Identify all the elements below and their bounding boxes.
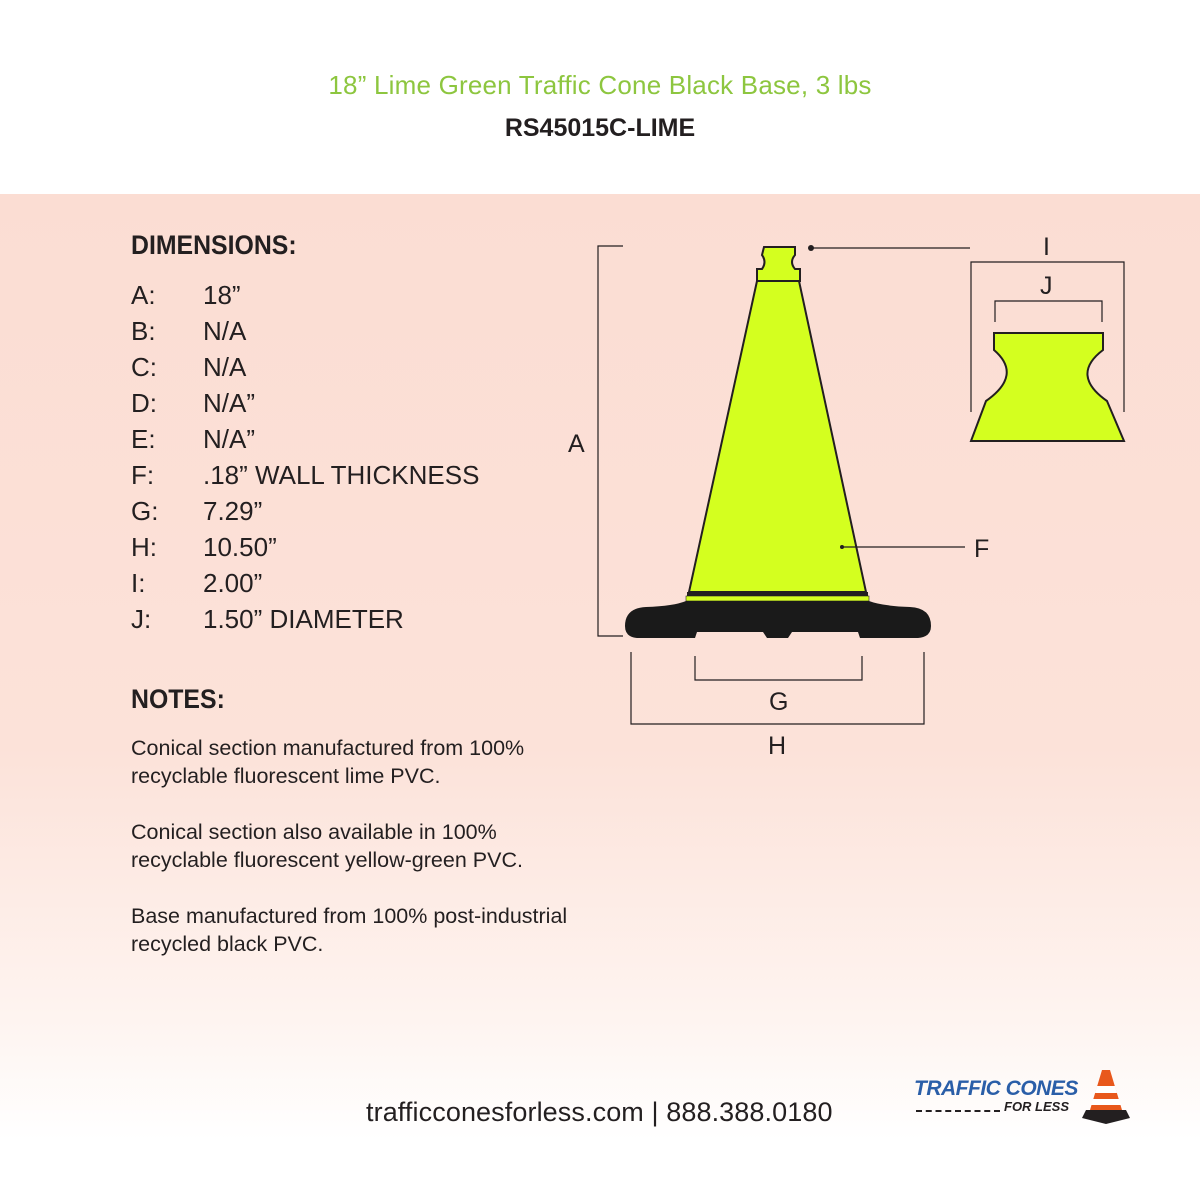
dimension-value: N/A”: [203, 388, 255, 418]
note-item: Conical section manufactured from 100% recyclable fluorescent lime PVC.: [131, 736, 525, 788]
cone-strip: [686, 596, 869, 601]
note-item: Base manufactured from 100% post-industrial recycled black PVC.: [131, 904, 568, 956]
brand-logo: [912, 1066, 1132, 1128]
dimension-value: N/A”: [203, 424, 255, 454]
product-title: 18” Lime Green Traffic Cone Black Base, 3 lbs: [328, 70, 872, 100]
dimension-key: H:: [131, 532, 157, 562]
dimension-value: 18”: [203, 280, 241, 310]
cone-body: [689, 281, 866, 592]
dimension-key: E:: [131, 424, 156, 454]
label-j: J: [1040, 272, 1053, 300]
dimension-value: 10.50”: [203, 532, 277, 562]
product-sku: RS45015C-LIME: [504, 114, 696, 142]
dimension-key: A:: [131, 280, 156, 310]
cone-collar: [757, 247, 800, 281]
dimension-key: I:: [131, 568, 146, 598]
dimension-key: J:: [131, 604, 152, 634]
logo-line1: TRAFFIC CONES: [914, 1077, 1078, 1100]
logo-dashes: [916, 1110, 1000, 1112]
note-item: Conical section also available in 100% recyclable fluorescent yellow-green PVC.: [131, 820, 523, 872]
dimension-value: 7.29”: [203, 496, 263, 526]
dimension-g-bracket: [695, 656, 862, 680]
footer-contact: trafficconesforless.com | 888.388.0180: [366, 1097, 833, 1127]
dimension-value: 1.50” DIAMETER: [203, 604, 404, 634]
label-h: H: [768, 732, 787, 760]
notes-heading: NOTES:: [131, 684, 225, 714]
cone-band: [687, 592, 868, 596]
label-a: A: [568, 430, 585, 458]
dimension-value: N/A: [203, 316, 247, 346]
dimension-value: .18” WALL THICKNESS: [203, 460, 480, 490]
dimension-key: D:: [131, 388, 157, 418]
traffic-cone-icon: [1082, 1066, 1132, 1126]
dimension-key: G:: [131, 496, 159, 526]
dimension-value: N/A: [203, 352, 247, 382]
label-f: F: [974, 535, 990, 563]
dimension-key: F:: [131, 460, 155, 490]
collar-detail: [971, 333, 1124, 441]
dimension-a-bracket: [598, 246, 623, 636]
dimensions-heading: DIMENSIONS:: [131, 230, 297, 260]
dimension-value: 2.00”: [203, 568, 263, 598]
dimension-key: B:: [131, 316, 156, 346]
label-g: G: [769, 688, 789, 716]
dimension-j-detail-bracket: [995, 301, 1102, 322]
cone-base: [625, 601, 931, 638]
logo-line2: FOR LESS: [1004, 1099, 1070, 1114]
label-i: I: [1043, 233, 1050, 261]
dimension-key: C:: [131, 352, 157, 382]
